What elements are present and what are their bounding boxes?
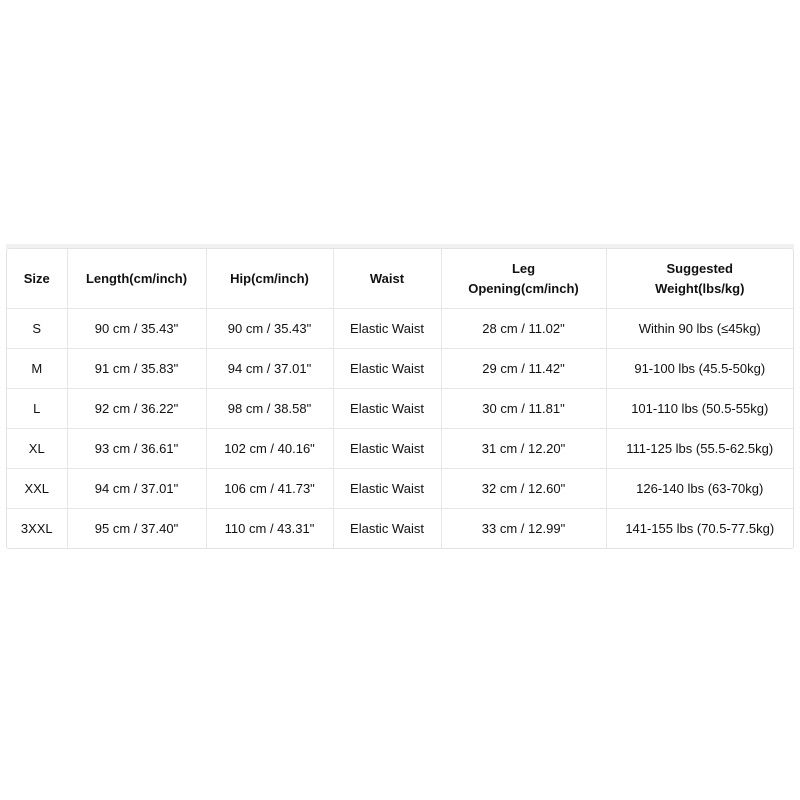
cell-suggested-weight: 111-125 lbs (55.5-62.5kg) bbox=[606, 429, 793, 469]
cell-length: 94 cm / 37.01" bbox=[67, 469, 206, 509]
cell-leg-opening: 31 cm / 12.20" bbox=[441, 429, 606, 469]
header-hip: Hip(cm/inch) bbox=[206, 249, 333, 309]
cell-length: 95 cm / 37.40" bbox=[67, 509, 206, 549]
cell-waist: Elastic Waist bbox=[333, 309, 441, 349]
cell-waist: Elastic Waist bbox=[333, 349, 441, 389]
cell-length: 90 cm / 35.43" bbox=[67, 309, 206, 349]
header-leg-opening: Leg Opening(cm/inch) bbox=[441, 249, 606, 309]
header-size: Size bbox=[7, 249, 67, 309]
cell-leg-opening: 29 cm / 11.42" bbox=[441, 349, 606, 389]
cell-suggested-weight: 141-155 lbs (70.5-77.5kg) bbox=[625, 521, 775, 536]
cell-leg-opening: 28 cm / 11.02" bbox=[441, 309, 606, 349]
cell-length: 92 cm / 36.22" bbox=[67, 389, 206, 429]
cell-length: 93 cm / 36.61" bbox=[67, 429, 206, 469]
size-chart-table bbox=[6, 248, 794, 549]
cell-hip: 90 cm / 35.43" bbox=[206, 309, 333, 349]
cell-hip: 94 cm / 37.01" bbox=[206, 349, 333, 389]
cell-waist: Elastic Waist bbox=[333, 389, 441, 429]
cell-size: XL bbox=[7, 429, 67, 469]
cell-waist: Elastic Waist bbox=[333, 509, 441, 549]
cell-hip: 106 cm / 41.73" bbox=[206, 469, 333, 509]
cell-suggested-weight: 101-110 lbs (50.5-55kg) bbox=[606, 389, 793, 429]
header-length: Length(cm/inch) bbox=[67, 249, 206, 309]
table-row bbox=[7, 469, 793, 509]
cell-suggested-weight: Within 90 lbs (≤45kg) bbox=[606, 309, 793, 349]
cell-leg-opening: 30 cm / 11.81" bbox=[441, 389, 606, 429]
cell-waist: Elastic Waist bbox=[333, 429, 441, 469]
cell-suggested-weight: 126-140 lbs (63-70kg) bbox=[606, 469, 793, 509]
cell-leg-opening: 32 cm / 12.60" bbox=[441, 469, 606, 509]
header-row bbox=[7, 249, 793, 309]
header-suggested-weight: Suggested Weight(lbs/kg) bbox=[606, 249, 793, 309]
cell-leg-opening: 33 cm / 12.99" bbox=[441, 509, 606, 549]
table-row bbox=[7, 509, 793, 549]
cell-hip: 110 cm / 43.31" bbox=[206, 509, 333, 549]
table-row bbox=[7, 429, 793, 469]
cell-suggested-weight: 91-100 lbs (45.5-50kg) bbox=[606, 349, 793, 389]
cell-waist: Elastic Waist bbox=[333, 469, 441, 509]
cell-size: 3XXL bbox=[7, 509, 67, 549]
cell-size: XXL bbox=[7, 469, 67, 509]
cell-size: S bbox=[7, 309, 67, 349]
cell-size: L bbox=[7, 389, 67, 429]
cell-length: 91 cm / 35.83" bbox=[67, 349, 206, 389]
table-row bbox=[7, 389, 793, 429]
cell-hip: 98 cm / 38.58" bbox=[206, 389, 333, 429]
table-row bbox=[7, 309, 793, 349]
header-waist: Waist bbox=[333, 249, 441, 309]
cell-size: M bbox=[7, 349, 67, 389]
table-row bbox=[7, 349, 793, 389]
cell-hip: 102 cm / 40.16" bbox=[206, 429, 333, 469]
